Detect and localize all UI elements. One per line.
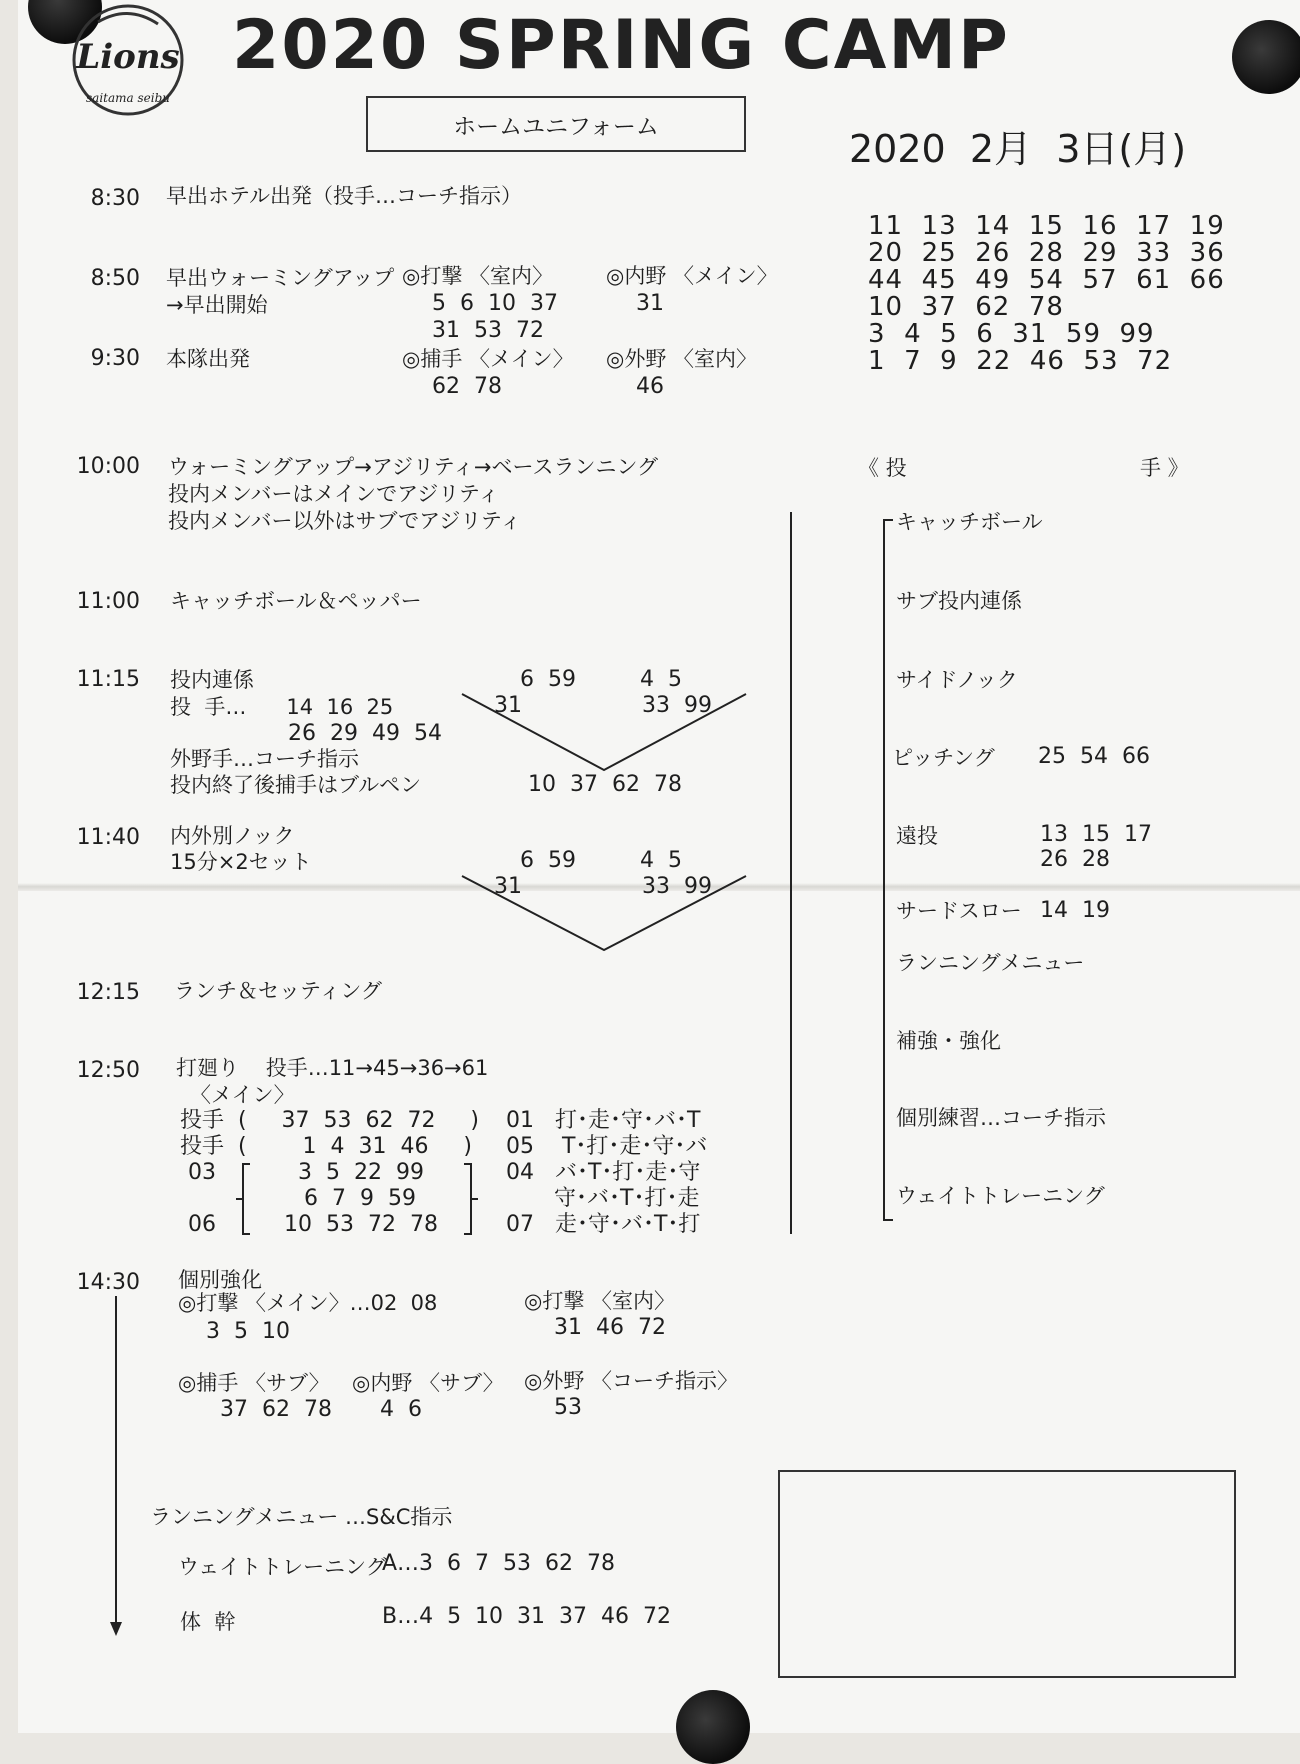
- batting-order: 07 走･守･バ･T･打: [506, 1212, 701, 1237]
- catcher-sub-head: ◎捕手 〈サブ〉: [178, 1371, 330, 1395]
- batting-row: 投手 ( 37 53 62 72 ): [180, 1108, 480, 1133]
- early-outfield-nums: 46: [636, 374, 664, 399]
- time-0930: 9:30: [90, 346, 140, 371]
- item-weight: ウェイトトレーニング: [178, 1555, 387, 1579]
- group-bracket-left: [243, 1164, 250, 1234]
- diamond-catcher: 10 37 62 78: [528, 772, 682, 797]
- early-batting-head: ◎打撃 〈室内〉: [402, 264, 553, 288]
- roster-row: 44 45 49 54 57 61 66: [868, 265, 1225, 295]
- group-nums: 3 5 22 99: [298, 1160, 424, 1185]
- pitcher-item-catchball: キャッチボール: [896, 510, 1043, 534]
- diamond-1b: 33 99: [642, 693, 712, 718]
- diamond-ss: 6 59: [520, 667, 576, 692]
- early-outfield-head: ◎外野 〈室内〉: [606, 347, 757, 371]
- batting-row: 投手 ( 1 4 31 46 ): [180, 1134, 473, 1159]
- pitcher-item-weight: ウェイトトレーニング: [896, 1184, 1105, 1208]
- pitcher-item-third-throw: サードスロー: [896, 899, 1022, 923]
- item-sets: 15分×2セット: [170, 850, 312, 874]
- diamond-2b: 4 5: [640, 667, 682, 692]
- roster-row: 10 37 62 78: [868, 292, 1064, 322]
- item-lunch: ランチ＆セッティング: [174, 979, 382, 1003]
- item-main-departure: 本隊出発: [166, 347, 250, 371]
- roster-row: 11 13 14 15 16 17 19: [868, 211, 1225, 241]
- group-nums: 6 7 9 59: [304, 1186, 416, 1211]
- bat-main-nums: 3 5 10: [206, 1319, 290, 1344]
- pitcher-nums: 26 29 49 54: [288, 721, 442, 746]
- pitcher-nums-long-toss: 13 15 17: [1040, 822, 1152, 847]
- pitcher-item-long-toss: 遠投: [896, 824, 938, 848]
- item-pitchers: 投 手… 14 16 25: [170, 695, 394, 719]
- early-catcher-nums: 62 78: [432, 374, 502, 399]
- item-catchball: キャッチボール＆ペッパー: [170, 589, 422, 613]
- infield-sub-nums: 4 6: [380, 1397, 422, 1422]
- item-agility-main: 投内メンバーはメインでアジリティ: [168, 482, 500, 506]
- time-0830: 8:30: [90, 186, 140, 211]
- pitcher-item-sub-drill: サブ投内連係: [896, 589, 1022, 613]
- early-catcher-head: ◎捕手 〈メイン〉: [402, 347, 574, 371]
- batting-order: 05 T･打･走･守･バ: [506, 1134, 708, 1159]
- item-hotel-departure: 早出ホテル出発（投手…コーチ指示）: [166, 184, 522, 208]
- weight-group-a: A…3 6 7 53 62 78: [382, 1551, 615, 1576]
- diamond-3b: 31: [494, 874, 522, 899]
- item-early-warmup: 早出ウォーミングアップ: [166, 266, 395, 290]
- pitcher-nums-pitching: 25 54 66: [1038, 744, 1150, 769]
- infield-diamond: [462, 694, 746, 770]
- group-nums: 10 53 72 78: [284, 1212, 438, 1237]
- time-1000: 10:00: [76, 454, 140, 479]
- bat-main-head: ◎打撃 〈メイン〉…02 08: [178, 1291, 438, 1315]
- pitcher-item-running: ランニングメニュー: [896, 951, 1085, 975]
- catcher-sub-nums: 37 62 78: [220, 1397, 332, 1422]
- batting-order: 01 打･走･守･バ･T: [506, 1108, 701, 1133]
- early-batting-nums: 5 6 10 37: [432, 291, 558, 316]
- diamond-1b: 33 99: [642, 874, 712, 899]
- pitchers-head-left: 《 投: [858, 456, 907, 480]
- logo-subtext: saitama seibu: [86, 91, 170, 105]
- bat-indoor-nums: 31 46 72: [554, 1315, 666, 1340]
- time-1140: 11:40: [76, 825, 140, 850]
- diamond-3b: 31: [494, 693, 522, 718]
- item-core: 体 幹: [180, 1610, 236, 1634]
- item-knock: 内外別ノック: [170, 824, 295, 848]
- outfield-coach-head: ◎外野 〈コーチ指示〉: [524, 1369, 738, 1393]
- time-0850: 8:50: [90, 266, 140, 291]
- pitcher-bracket: [884, 520, 893, 1220]
- early-batting-nums: 31 53 72: [432, 318, 544, 343]
- pitcher-item-side-knock: サイドノック: [896, 668, 1018, 692]
- time-1100: 11:00: [76, 589, 140, 614]
- group-bracket-right: [464, 1164, 471, 1234]
- item-running: ランニングメニュー …S&C指示: [150, 1505, 453, 1529]
- group-label: 03: [188, 1160, 216, 1185]
- item-batting-rotation: 打廻り 投手…11→45→36→61: [176, 1056, 489, 1080]
- core-group-b: B…4 5 10 31 37 46 72: [382, 1604, 671, 1629]
- pitcher-item-reinforce: 補強・強化: [896, 1029, 1001, 1053]
- time-1115: 11:15: [76, 667, 140, 692]
- arrow-head: [110, 1622, 122, 1636]
- item-infield-drill: 投内連係: [170, 668, 254, 692]
- item-early-start: →早出開始: [166, 293, 268, 317]
- early-infield-nums: 31: [636, 291, 664, 316]
- memo-box: [778, 1470, 1236, 1678]
- diamond-ss: 6 59: [520, 848, 576, 873]
- infield-sub-head: ◎内野 〈サブ〉: [352, 1371, 504, 1395]
- item-warmup: ウォーミングアップ→アジリティ→ベースランニング: [168, 455, 659, 479]
- time-1250: 12:50: [76, 1058, 140, 1083]
- roster-row: 20 25 26 28 29 33 36: [868, 238, 1225, 268]
- batting-order: 04 バ･T･打･走･守: [506, 1160, 701, 1185]
- uniform-label: ホームユニフォーム: [366, 96, 746, 152]
- pitcher-item-individual: 個別練習…コーチ指示: [896, 1106, 1106, 1130]
- time-1215: 12:15: [76, 980, 140, 1005]
- bat-indoor-head: ◎打撃 〈室内〉: [524, 1289, 675, 1313]
- batting-order: 守･バ･T･打･走: [554, 1186, 700, 1211]
- batting-main-label: 〈メイン〉: [190, 1083, 295, 1107]
- pitcher-nums-third-throw: 14 19: [1040, 898, 1110, 923]
- pitchers-head-right: 手 》: [1140, 456, 1189, 480]
- early-infield-head: ◎内野 〈メイン〉: [606, 264, 778, 288]
- item-agility-sub: 投内メンバー以外はサブでアジリティ: [168, 509, 522, 533]
- item-catchers-bullpen: 投内終了後捕手はブルペン: [170, 773, 422, 797]
- item-individual: 個別強化: [178, 1268, 262, 1292]
- outfield-coach-nums: 53: [554, 1395, 582, 1420]
- roster-row: 3 4 5 6 31 59 99: [868, 319, 1155, 349]
- roster-row: 1 7 9 22 46 53 72: [868, 346, 1173, 376]
- pitcher-nums-long-toss-2: 26 28: [1040, 847, 1110, 872]
- date: 2020 2月 3日(月): [849, 127, 1187, 171]
- item-outfielders: 外野手…コーチ指示: [170, 747, 359, 771]
- diamond-2b: 4 5: [640, 848, 682, 873]
- time-1430: 14:30: [76, 1270, 140, 1295]
- pitcher-item-pitching: ピッチング: [892, 746, 995, 770]
- logo-text: Lions: [76, 37, 180, 77]
- group-label: 06: [188, 1212, 216, 1237]
- page-title: 2020 SPRING CAMP: [232, 6, 1010, 85]
- infield-diamond: [462, 876, 746, 950]
